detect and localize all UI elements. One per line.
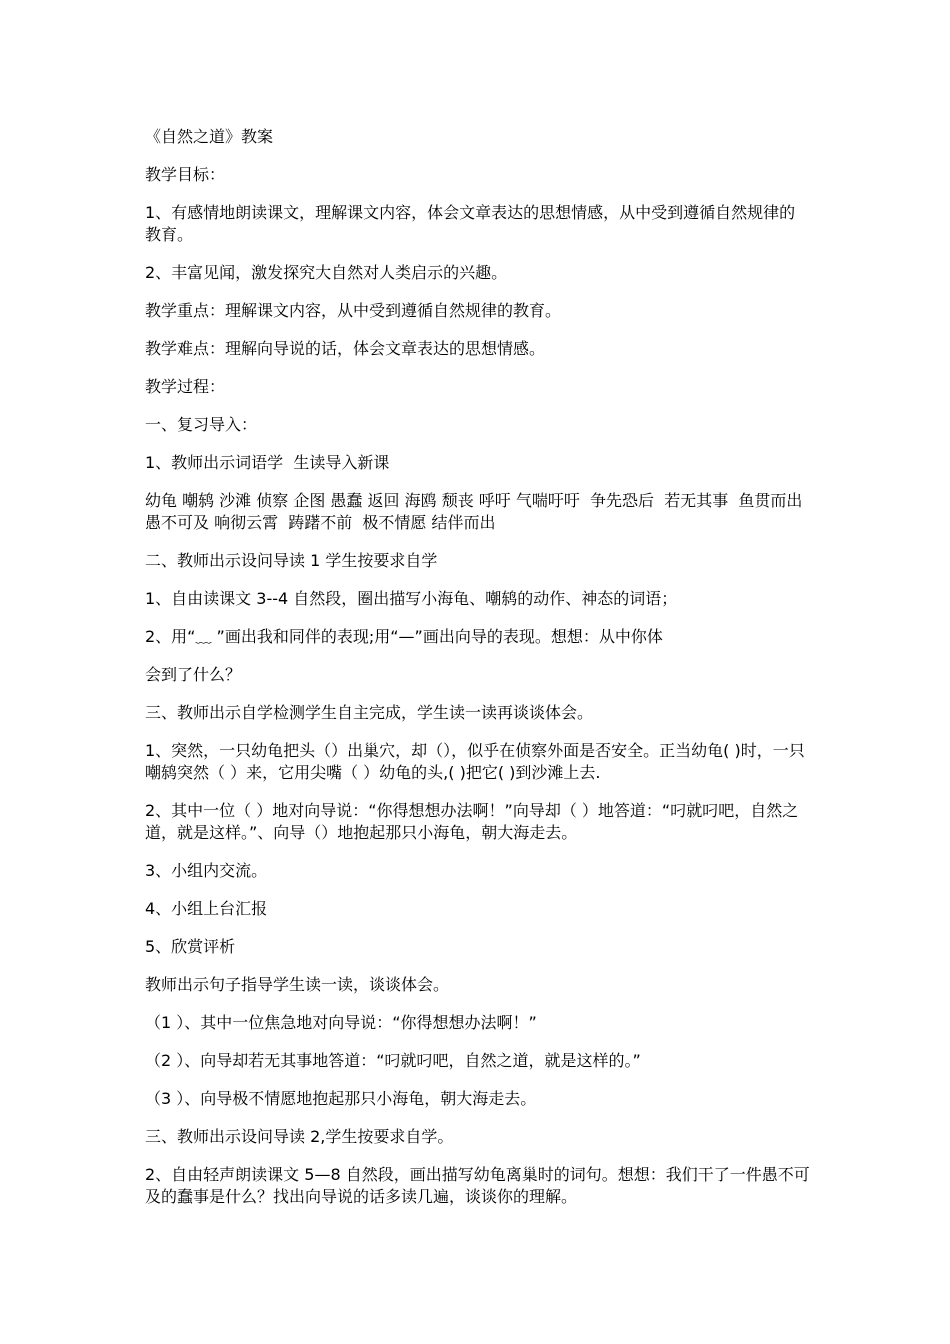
example-sentence-3: （3 ）、向导极不情愿地抱起那只小海龟，朝大海走去。 [145,1089,537,1108]
document-title: 《自然之道》教案 [145,127,274,146]
step-item-continued: 会到了什么？ [145,665,242,684]
vocabulary-list: 幼龟 嘲鸫 沙滩 侦察 企图 愚蠢 返回 海鸥 颓丧 呼吁 气喘吁吁 争先恐后 若无其事 鱼贯而出 愚不可及 响彻云霄 踌躇不前 极不情愿 结伴而出 [145,491,813,532]
step-heading-guided-reading-1: 二、教师出示设问导读 1 学生按要求自学 [145,551,438,570]
step-item: 2、自由轻声朗读课文 5—8 自然段，画出描写幼龟离巢时的词句。想想：我们干了一件愚不可及的蠢事是什么？找出向导说的话多读几遍，谈谈你的理解。 [145,1165,810,1206]
step-item: 2、用“﹏ ”画出我和同伴的表现;用“—”画出向导的表现。想想：从中你体 [145,627,663,646]
section-heading-process: 教学过程： [145,377,226,396]
step-item: 5、欣赏评析 [145,937,236,956]
step-item: 3、小组内交流。 [145,861,268,880]
teacher-instruction: 教师出示句子指导学生读一读，谈谈体会。 [145,975,450,994]
fill-blank-exercise-1: 1、突然，一只幼龟把头（）出巢穴，却（），似乎在侦察外面是否安全。正当幼龟( )时，一只嘲鸫突然（ ）来，它用尖嘴（ ）幼龟的头,( )把它( )到沙滩上去. [145,741,805,782]
objective-1: 1、有感情地朗读课文，理解课文内容，体会文章表达的思想情感，从中受到遵循自然规律的教育。 [145,203,796,244]
document-page [145,126,813,1224]
step-item: 4、小组上台汇报 [145,899,268,918]
difficult-point: 教学难点：理解向导说的话，体会文章表达的思想情感。 [145,339,546,358]
key-point: 教学重点：理解课文内容，从中受到遵循自然规律的教育。 [145,301,562,320]
step-heading-self-check: 三、教师出示自学检测学生自主完成，学生读一读再谈谈体会。 [145,703,594,722]
step-heading-guided-reading-2: 三、教师出示设问导读 2,学生按要求自学。 [145,1127,454,1146]
section-heading-objectives: 教学目标： [145,165,226,184]
step-heading-review: 一、复习导入： [145,415,258,434]
objective-2: 2、丰富见闻，激发探究大自然对人类启示的兴趣。 [145,263,508,282]
fill-blank-exercise-2: 2、其中一位（ ）地对向导说：“你得想想办法啊！”向导却（ ）地答道：“叼就叼吧，自然之道，就是这样。”、向导（）地抱起那只小海龟，朝大海走去。 [145,801,799,842]
example-sentence-2: （2 ）、向导却若无其事地答道：“叼就叼吧，自然之道，就是这样的。” [145,1051,641,1070]
example-sentence-1: （1 ）、其中一位焦急地对向导说：“你得想想办法啊！” [145,1013,537,1032]
step-item: 1、教师出示词语学 生读导入新课 [145,453,390,472]
step-item: 1、自由读课文 3--4 自然段，圈出描写小海龟、嘲鸫的动作、神态的词语； [145,589,678,608]
